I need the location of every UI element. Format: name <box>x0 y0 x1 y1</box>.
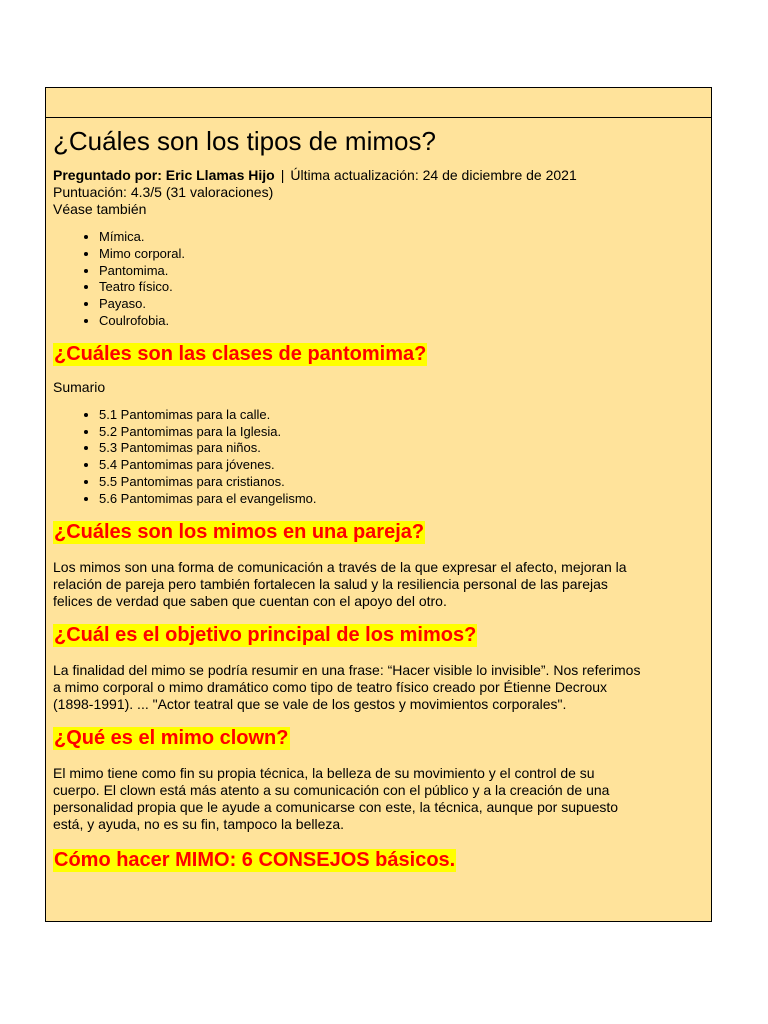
paragraph-line: está, y ayuda, no es su fin, tampoco la belleza. <box>53 815 345 832</box>
section-heading-5-wrap <box>53 849 711 872</box>
paragraph-line: relación de pareja pero también fortalecen la salud y la resiliencia personal de las parejas <box>53 575 608 592</box>
summary-list <box>53 407 711 508</box>
document-frame <box>45 87 712 922</box>
section-heading: Cómo hacer MIMO: 6 CONSEJOS básicos. <box>54 848 456 871</box>
meta-line-1 <box>53 167 711 184</box>
section-heading-3-wrap <box>53 624 711 647</box>
list-item: • Mimo corporal. <box>99 246 711 263</box>
section-heading: ¿Cuáles son los mimos en una pareja? <box>54 520 425 543</box>
list-item: • 5.6 Pantomimas para el evangelismo. <box>99 491 711 508</box>
section-heading: ¿Cuál es el objetivo principal de los mimos? <box>54 623 477 646</box>
list-item: • 5.5 Pantomimas para cristianos. <box>99 474 711 491</box>
list-item: • Payaso. <box>99 296 711 313</box>
section-heading: ¿Qué es el mimo clown? <box>54 726 289 749</box>
list-item: • Teatro físico. <box>99 279 711 296</box>
top-empty-row <box>46 88 711 118</box>
list-item: • 5.2 Pantomimas para la Iglesia. <box>99 424 711 441</box>
list-item: • 5.3 Pantomimas para niños. <box>99 440 711 457</box>
last-update: Última actualización: 24 de diciembre de 2021 <box>290 167 577 183</box>
section-paragraph <box>53 662 711 713</box>
section-paragraph <box>53 765 711 833</box>
list-item: • Coulrofobia. <box>99 313 711 330</box>
section-heading: ¿Cuáles son las clases de pantomima? <box>54 342 427 365</box>
section-paragraph <box>53 559 711 610</box>
document-content <box>46 118 711 872</box>
meta-block <box>53 167 711 218</box>
meta-separator: | <box>280 167 285 183</box>
section-heading-4-wrap <box>53 727 711 750</box>
section-heading-2-wrap <box>53 521 711 544</box>
summary-label: Sumario <box>53 378 106 395</box>
rating: Puntuación: 4.3/5 (31 valoraciones) <box>53 184 274 200</box>
paragraph-line: cuerpo. El clown está más atento a su comunicación con el público y a la creación de una <box>53 781 610 798</box>
paragraph-line: El mimo tiene como fin su propia técnica, la belleza de su movimiento y el control de su <box>53 764 595 781</box>
paragraph-line: personalidad propia que le ayude a comunicarse con este, la técnica, aunque por supuesto <box>53 798 619 815</box>
asked-by: Preguntado por: Eric Llamas Hijo <box>53 167 275 183</box>
section-heading-1-wrap <box>53 343 711 366</box>
see-also-label: Véase también <box>53 201 147 217</box>
paragraph-line: (1898-1991). ... "Actor teatral que se vale de los gestos y movimientos corporales". <box>53 695 567 712</box>
list-item: • 5.1 Pantomimas para la calle. <box>99 407 711 424</box>
page-title: ¿Cuáles son los tipos de mimos? <box>53 126 436 156</box>
paragraph-line: La finalidad del mimo se podría resumir en una frase: “Hacer visible lo invisible”. Nos referimos <box>53 661 641 678</box>
paragraph-line: felices de verdad que saben que cuentan con el apoyo del otro. <box>53 592 447 609</box>
see-also-list <box>53 229 711 330</box>
list-item: • Mímica. <box>99 229 711 246</box>
list-item: • 5.4 Pantomimas para jóvenes. <box>99 457 711 474</box>
list-item: • Pantomima. <box>99 263 711 280</box>
paragraph-line: Los mimos son una forma de comunicación a través de la que expresar el afecto, mejoran la <box>53 558 627 575</box>
paragraph-line: a mimo corporal o mimo dramático como tipo de teatro físico creado por Étienne Decroux <box>53 678 608 695</box>
